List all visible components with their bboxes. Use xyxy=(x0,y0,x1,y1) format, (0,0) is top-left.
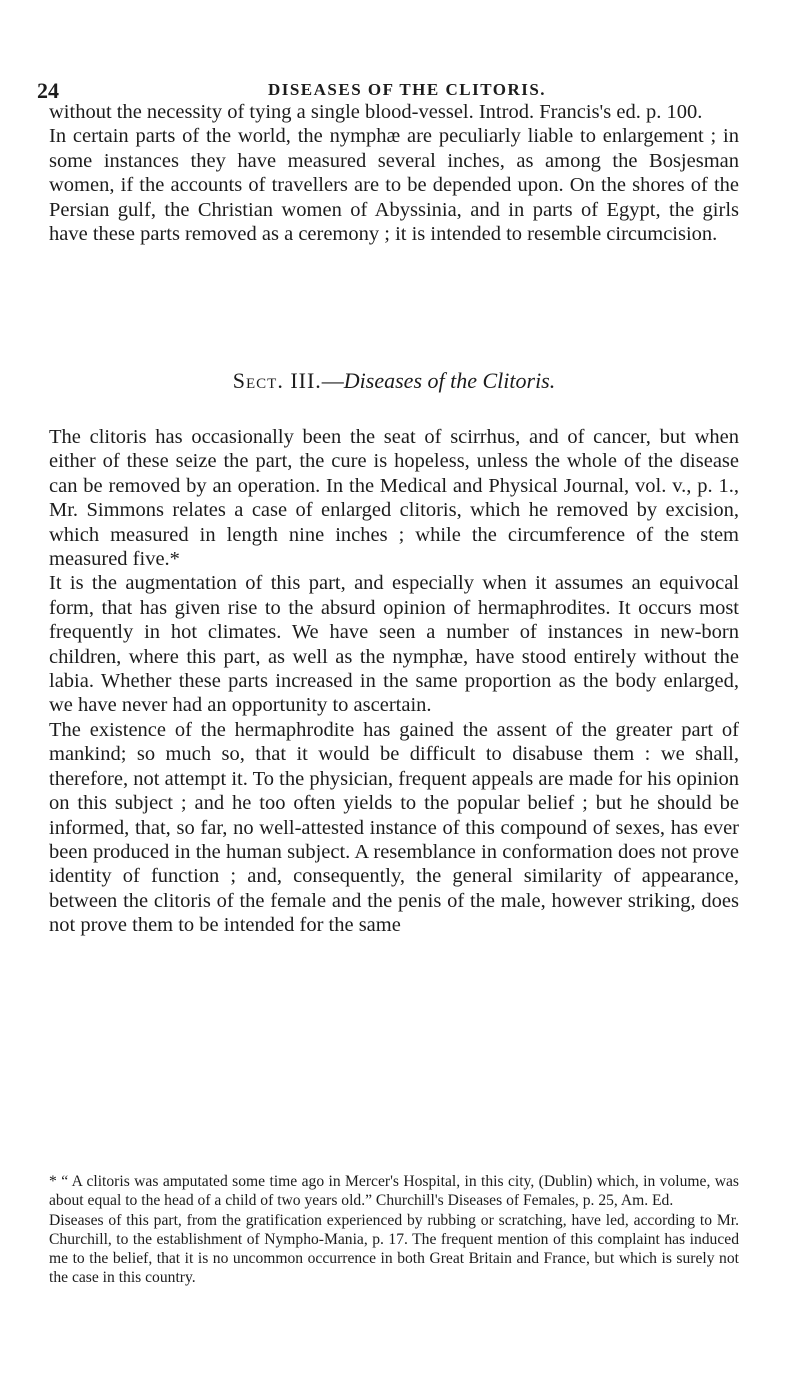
footnote: * “ A clitoris was amputated some time ago in Mercer's Hospital, in this city, (Dublin) which, in volume, was about equal to the head of a child of two years old.” Churchill's Diseases of Females, p. 25, Am. Ed. xyxy=(49,1173,739,1210)
paragraph: The existence of the hermaphrodite has gained the assent of the greater part of mankind; so much so, that it would be difficult to disabuse them : we shall, therefore, not attempt it. To the physician, frequent appeals are made for his opinion on this subject ; and he too often yields to the popular belief ; but he should be informed, that, so far, no well-attested instance of this compound of sexes, has ever been produced in the human subject. A resemblance in conformation does not prove identity of function ; and, consequently, the general similarity of appearance, between the clitoris of the female and the penis of the male, however striking, does not prove them to be intended for the same xyxy=(49,718,739,937)
page-number: 24 xyxy=(37,78,59,103)
section-heading: Sect. III.—Diseases of the Clitoris. xyxy=(232,368,556,393)
running-head: DISEASES OF THE CLITORIS. xyxy=(267,80,547,99)
section-label: Sect. III. xyxy=(232,368,322,393)
section-title: Diseases of the Clitoris. xyxy=(343,368,556,393)
paragraph: without the necessity of tying a single blood-vessel. Introd. Francis's ed. p. 100. xyxy=(49,101,703,123)
paragraph: It is the augmentation of this part, and especially when it assumes an equivocal form, that has given rise to the absurd opinion of hermaphrodites. It occurs most frequently in hot climates. We have seen a number of instances in new-born children, where this part, as well as the nymphæ, have stood entirely without the labia. Whether these parts increased in the same proportion as the body enlarged, we have never had an opportunity to ascertain. xyxy=(49,572,739,717)
paragraph: The clitoris has occasionally been the seat of scirrhus, and of cancer, but when either of these seize the part, the cure is hopeless, unless the whole of the disease can be removed by an operation. In the Medical and Physical Journal, vol. v., p. 1., Mr. Simmons relates a case of enlarged clitoris, which he removed by excision, which measured in length nine inches ; while the circumference of the stem measured five.* xyxy=(49,426,739,571)
paragraph: In certain parts of the world, the nymphæ are peculiarly liable to enlargement ; in some instances they have measured several inches, as among the Bosjesman women, if the accounts of travellers are to be depended upon. On the shores of the Persian gulf, the Christian women of Abyssinia, and in parts of Egypt, the girls have these parts removed as a ceremony ; it is intended to resemble circumcision. xyxy=(49,125,739,246)
section-text-block xyxy=(49,425,739,938)
intro-text-block xyxy=(49,100,739,246)
footnotes xyxy=(49,1172,739,1288)
footnote: Diseases of this part, from the gratification experienced by rubbing or scratching, have led, according to Mr. Churchill, to the establishment of Nympho-Mania, p. 17. The frequent mention of this complaint has induced me to the belief, that it is no uncommon occurrence in both Great Britain and France, but which is surely not the case in this country. xyxy=(49,1211,739,1287)
